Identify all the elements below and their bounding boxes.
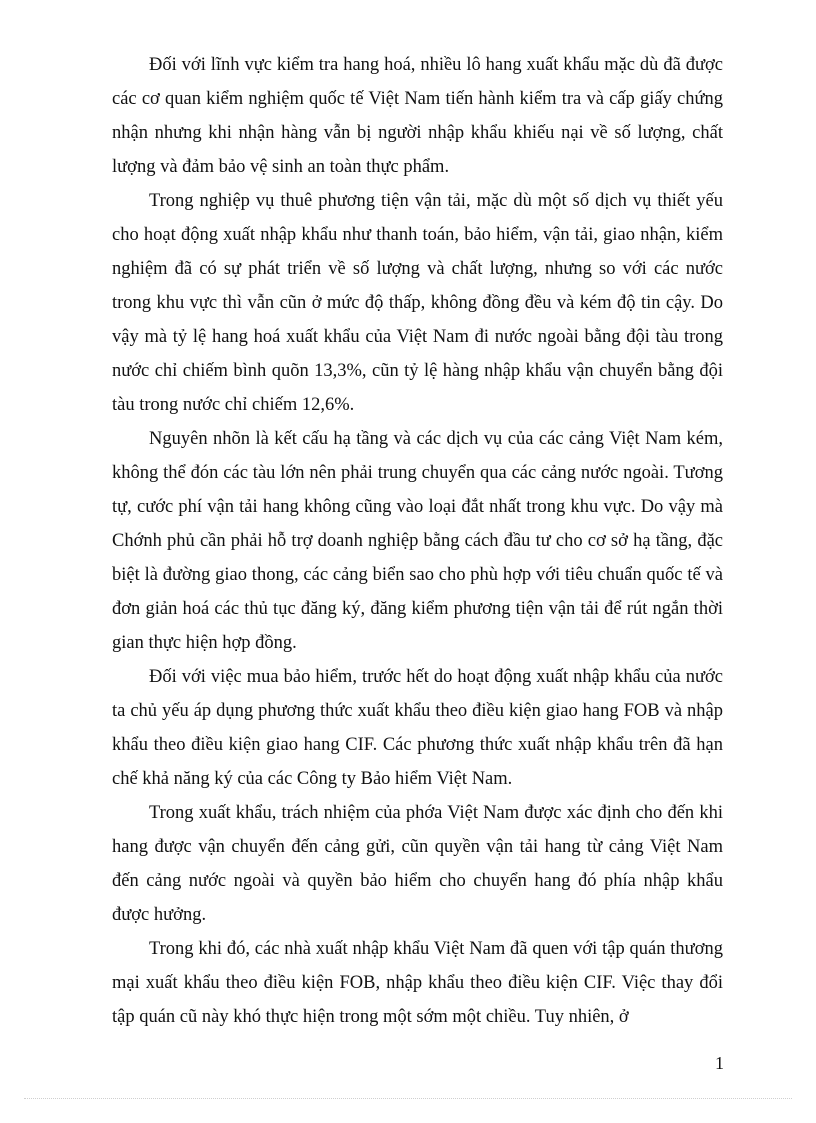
paragraph-export-responsibility: Trong xuất khẩu, trách nhiệm của phớa Việt Nam được xác định cho đến khi hang được vận chuyển đến cảng gửi, cũn quyền vận tải hang từ cảng Việt Nam đến cảng nước ngoài và quyền bảo hiểm cho chuyển hang đó phía nhập khẩu được hưởng. [112,803,723,925]
paragraph-infrastructure: Nguyên nhõn là kết cấu hạ tầng và các dịch vụ của các cảng Việt Nam kém, không thể đón các tàu lớn nên phải trung chuyển qua các cảng nước ngoài. Tương tự, cước phí vận tải hang không cũng vào loại đắt nhất trong khu vực. Do vậy mà Chớnh phủ cần phải hỗ trợ doanh nghiệp bằng cách đầu tư cho cơ sở hạ tầng, đặc biệt là đường giao thong, các cảng biển sao cho phù hợp với tiêu chuẩn quốc tế và đơn giản hoá các thủ tục đăng ký, đăng kiểm phương tiện vận tải để rút ngắn thời gian thực hiện hợp đồng. [112,429,723,653]
page-bottom-divider [24,1098,792,1099]
page-number: 1 [715,1053,724,1073]
paragraph-inspection: Đối với lĩnh vực kiểm tra hang hoá, nhiều lô hang xuất khẩu mặc dù đã được các cơ quan kiểm nghiệm quốc tế Việt Nam tiến hành kiểm tra và cấp giấy chứng nhận nhưng khi nhận hàng vẫn bị người nhập khẩu khiếu nại về số lượng, chất lượng và đảm bảo vệ sinh an toàn thực phẩm. [112,55,723,177]
paragraph-insurance: Đối với việc mua bảo hiểm, trước hết do hoạt động xuất nhập khẩu của nước ta chủ yếu áp dụng phương thức xuất khẩu theo điều kiện giao hang FOB và nhập khẩu theo điều kiện giao hang CIF. Các phương thức xuất nhập khẩu trên đã hạn chế khả năng ký của các Công ty Bảo hiểm Việt Nam. [112,667,723,789]
paragraph-trade-practice: Trong khi đó, các nhà xuất nhập khẩu Việt Nam đã quen với tập quán thương mại xuất khẩu theo điều kiện FOB, nhập khẩu theo điều kiện CIF. Việc thay đổi tập quán cũ này khó thực hiện trong một sớm một chiều. Tuy nhiên, ở [112,939,723,1027]
paragraph-transport: Trong nghiệp vụ thuê phương tiện vận tải, mặc dù một số dịch vụ thiết yếu cho hoạt động xuất nhập khẩu như thanh toán, bảo hiểm, vận tải, giao nhận, kiểm nghiệm đã có sự phát triển về số lượng và chất lượng, nhưng so với các nước trong khu vực thì vẫn cũn ở mức độ thấp, không đồng đều và kém độ tin cậy. Do vậy mà tỷ lệ hang hoá xuất khẩu của Việt Nam đi nước ngoài bằng đội tàu trong nước chỉ chiếm bình quõn 13,3%, cũn tỷ lệ hàng nhập khẩu vận chuyển bằng đội tàu trong nước chỉ chiếm 12,6%. [112,191,723,415]
document-body [112,48,723,1034]
